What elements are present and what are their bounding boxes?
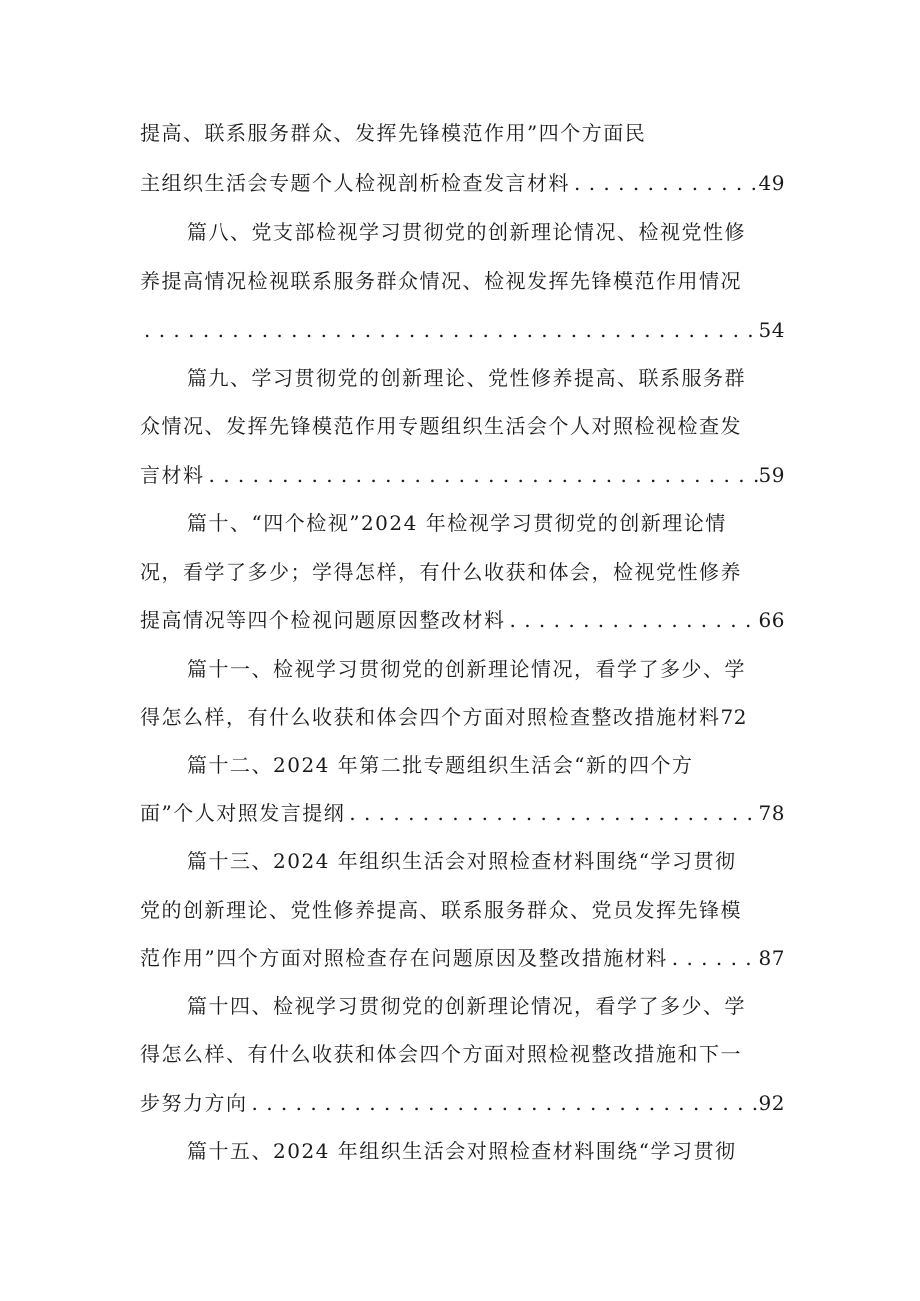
toc-entry-12-text: 面”个人对照发言提纲	[140, 801, 346, 825]
toc-entry-13-line-3	[140, 942, 785, 974]
toc-entry-10-page: 66	[758, 608, 785, 632]
toc-entry-14-line-2: 得怎么样、有什么收获和体会四个方面对照检视整改措施和下一	[140, 1042, 742, 1066]
toc-entry-11-line-1: 篇十一、检视学习贯彻党的创新理论情况，看学了多少、学	[187, 657, 746, 681]
toc-entry-14-line-3	[140, 1087, 785, 1119]
toc-entry-10-line-3	[140, 604, 785, 636]
toc-entry-9-text: 言材料	[140, 463, 205, 487]
toc-entry-9-line-3	[140, 459, 785, 491]
toc-entry-8-line-1: 篇八、党支部检视学习贯彻党的创新理论情况、检视党性修	[187, 220, 746, 244]
toc-entry-10-line-2: 况，看学了多少；学得怎样，有什么收获和体会，检视党性修养	[140, 560, 742, 584]
toc-entry-14-page: 92	[758, 1091, 785, 1115]
toc-entry-8-line-2: 养提高情况检视联系服务群众情况、检视发挥先锋模范作用情况	[140, 269, 742, 293]
toc-leader-dots	[668, 942, 759, 974]
toc-entry-8-line-3	[140, 314, 785, 346]
toc-entry-8-page: 54	[758, 318, 785, 342]
toc-leader-dots	[506, 604, 759, 636]
toc-entry-12-line-2	[140, 797, 785, 829]
toc-entry-11-line-2	[140, 701, 785, 733]
toc-entry-7-page: 49	[758, 171, 785, 195]
toc-entry-10-text: 提高情况等四个检视问题原因整改材料	[140, 608, 506, 632]
toc-entry-11-text: 得怎么样，有什么收获和体会四个方面对照检查整改措施材料	[140, 705, 721, 729]
toc-leader-dots	[345, 797, 758, 829]
toc-entry-9-line-1: 篇九、学习贯彻党的创新理论、党性修养提高、联系服务群	[187, 366, 746, 390]
toc-entry-9-line-2: 众情况、发挥先锋模范作用专题组织生活会个人对照检视检查发	[140, 414, 742, 438]
toc-leader-dots	[205, 459, 759, 491]
toc-entry-13-line-2: 党的创新理论、党性修养提高、联系服务群众、党员发挥先锋模	[140, 898, 742, 922]
toc-entry-9-page: 59	[758, 463, 785, 487]
toc-entry-10-line-1: 篇十、“四个检视”2024 年检视学习贯彻党的创新理论情	[187, 511, 727, 535]
toc-entry-15-line-1: 篇十五、2024 年组织生活会对照检查材料围绕“学习贯彻	[187, 1139, 737, 1163]
toc-entry-14-line-1: 篇十四、检视学习贯彻党的创新理论情况，看学了多少、学	[187, 994, 746, 1018]
toc-entry-14-text: 步努力方向	[140, 1091, 248, 1115]
toc-entry-13-line-1: 篇十三、2024 年组织生活会对照检查材料围绕“学习贯彻	[187, 849, 737, 873]
toc-entry-11-page: 72	[720, 705, 747, 729]
toc-leader-dots	[570, 167, 759, 199]
toc-entry-7-text: 主组织生活会专题个人检视剖析检查发言材料	[140, 171, 570, 195]
toc-leader-dots	[248, 1087, 759, 1119]
toc-entry-12-line-1: 篇十二、2024 年第二批专题组织生活会“新的四个方	[187, 753, 694, 777]
toc-entry-7-line-1: 提高、联系服务群众、发挥先锋模范作用”四个方面民	[140, 121, 647, 145]
toc-entry-13-page: 87	[758, 946, 785, 970]
toc-entry-13-text: 范作用”四个方面对照检查存在问题原因及整改措施材料	[140, 946, 668, 970]
toc-entry-7-line-2	[140, 167, 785, 199]
toc-entry-12-page: 78	[758, 801, 785, 825]
toc-leader-dots	[140, 314, 759, 346]
